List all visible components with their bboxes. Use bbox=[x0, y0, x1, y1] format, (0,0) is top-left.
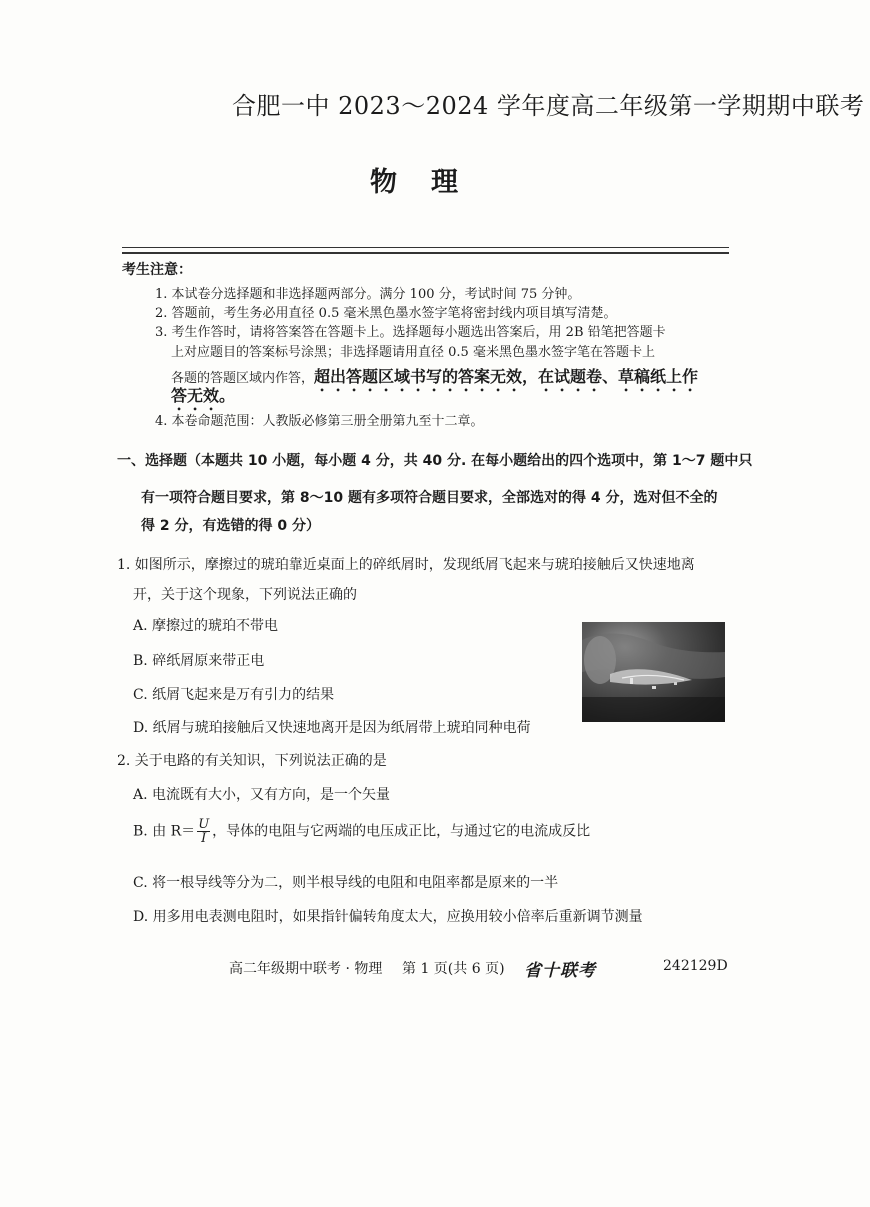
notice-item-4: 4. 本卷命题范围：人教版必修第三册全册第九至十二章。 bbox=[155, 414, 484, 429]
section-heading bbox=[117, 450, 752, 470]
notice-item-2: 2. 答题前，考生务必用直径 0.5 毫米黑色墨水签字笔将密封线内项目填写清楚。 bbox=[155, 306, 617, 321]
section-desc-2 bbox=[141, 487, 717, 507]
q2-option-b bbox=[133, 818, 590, 845]
q2-option-d: D. 用多用电表测电阻时，如果指针偏转角度太大，应换用较小倍率后重新调节测量 bbox=[133, 909, 643, 925]
amber-photo-image bbox=[582, 622, 725, 722]
q2-option-b-prefix: B. 由 R＝ bbox=[133, 823, 196, 840]
section-desc-1: （本题共 10 小题，每小题 4 分，共 40 分. 在每小题给出的四个选项中，第 1～7 题中只 bbox=[187, 453, 753, 469]
q1-stem-1: 1. 如图所示，摩擦过的琥珀靠近桌面上的碎纸屑时，发现纸屑飞起来与琥珀接触后又快速地离 bbox=[117, 557, 695, 573]
notice-item-3-cont1: 上对应题目的答案标号涂黑；非选择题请用直径 0.5 毫米黑色墨水签字笔在答题卡上 bbox=[171, 345, 655, 360]
section-label: 一、选择题 bbox=[117, 453, 187, 469]
amber-photo bbox=[582, 622, 725, 722]
q1-option-d: D. 纸屑与琥珀接触后又快速地离开是因为纸屑带上琥珀同种电荷 bbox=[133, 720, 531, 736]
notice-item-3-text: 各题的答题区域内作答， bbox=[171, 371, 315, 386]
footer-page-number: 第 1 页(共 6 页) bbox=[402, 961, 505, 977]
q1-option-a: A. 摩擦过的琥珀不带电 bbox=[133, 618, 279, 634]
fraction-denominator: I bbox=[201, 831, 207, 846]
footer-code: 242129D bbox=[663, 958, 728, 974]
footer-exam-name: 高二年级期中联考 · 物理 bbox=[229, 961, 383, 977]
notice-item-1: 1. 本试卷分选择题和非选择题两部分。满分 100 分，考试时间 75 分钟。 bbox=[155, 287, 581, 302]
header-rule-thick bbox=[122, 252, 729, 254]
exam-title: 合肥一中 2023～2024 学年度高二年级第一学期期中联考 bbox=[232, 92, 865, 120]
q2-stem: 2. 关于电路的有关知识，下列说法正确的是 bbox=[117, 753, 387, 769]
q1-option-c: C. 纸屑飞起来是万有引力的结果 bbox=[133, 687, 335, 703]
footer-seal: 省十联考 bbox=[524, 961, 596, 981]
notice-heading: 考生注意： bbox=[122, 262, 192, 278]
q2-option-b-text: ，导体的电阻与它两端的电压成正比，与通过它的电流成反比 bbox=[212, 823, 591, 840]
q1-option-b: B. 碎纸屑原来带正电 bbox=[133, 653, 265, 669]
q2-option-c: C. 将一根导线等分为二，则半根导线的电阻和电阻率都是原来的一半 bbox=[133, 875, 559, 891]
subject-title: 物理 bbox=[370, 167, 492, 198]
section-desc-3-text: 得 2 分，有选错的得 0 分） bbox=[141, 518, 320, 534]
notice-item-3: 3. 考生作答时，请将答案答在答题卡上。选择题每小题选出答案后，用 2B 铅笔把答题卡 bbox=[155, 325, 666, 340]
notice-item-3-cont2 bbox=[171, 364, 698, 395]
q2-option-a: A. 电流既有大小，又有方向，是一个矢量 bbox=[133, 787, 391, 803]
fraction-numerator: U bbox=[198, 817, 210, 832]
section-desc-3 bbox=[141, 515, 320, 535]
q1-stem-2: 开，关于这个现象，下列说法正确的 bbox=[133, 587, 357, 603]
notice-emphasis: 超出答题区域书写的答案无效，在试题卷、草稿纸上作 bbox=[314, 367, 699, 386]
section-desc-2-text: 有一项符合题目要求，第 8～10 题有多项符合题目要求，全部选对的得 4 分，选对但不全的 bbox=[141, 490, 718, 506]
notice-emphasis-end: 答无效。 bbox=[171, 386, 236, 405]
header-rule-thin bbox=[122, 247, 729, 248]
formula-fraction bbox=[197, 818, 210, 845]
